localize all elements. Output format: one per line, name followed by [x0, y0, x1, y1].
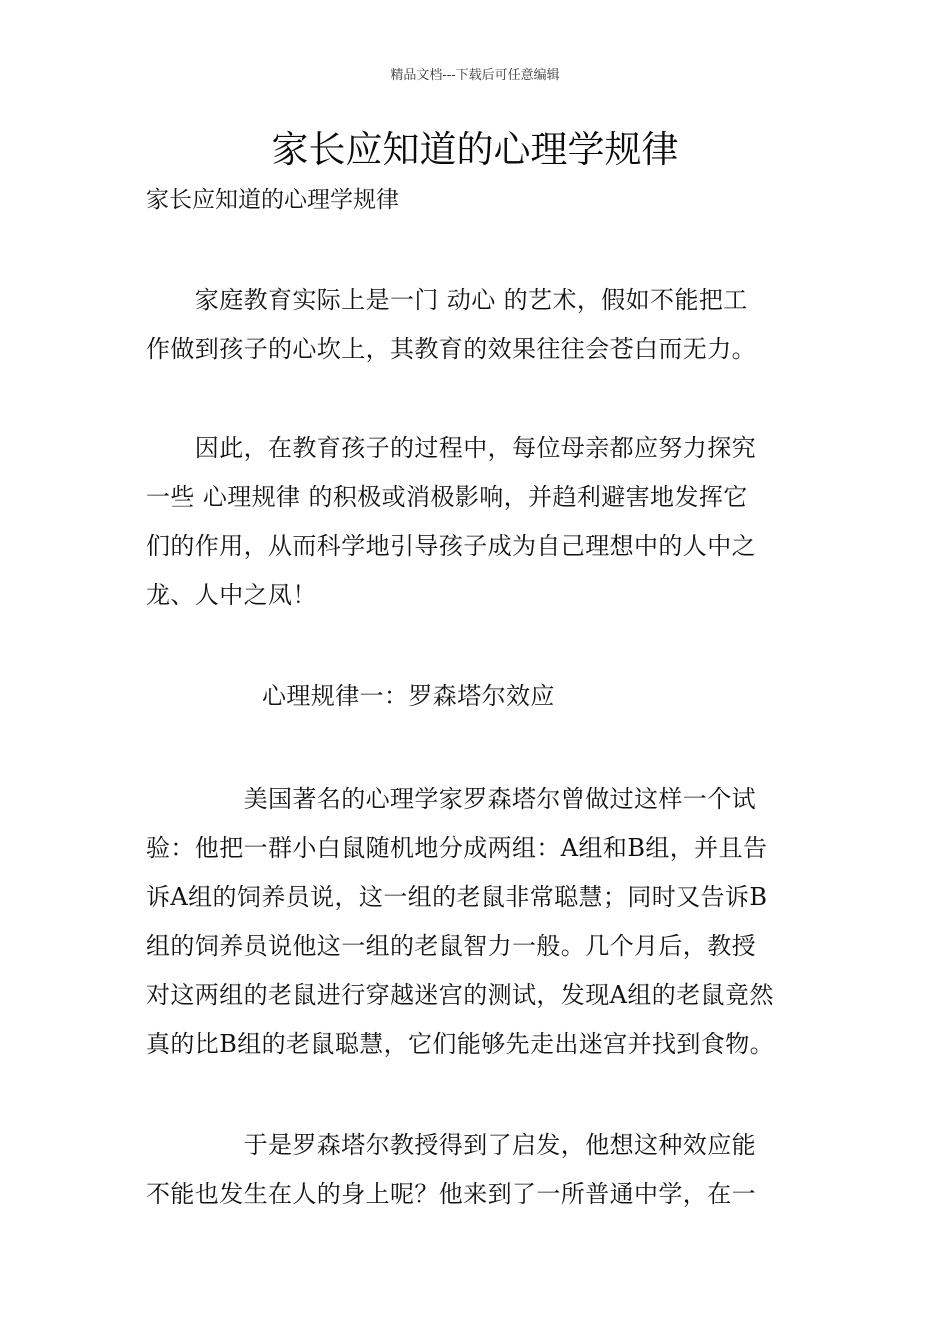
paragraph-line: 因此，在教育孩子的过程中，每位母亲都应努力探究	[146, 434, 756, 462]
paragraph-line: 们的作用，从而科学地引导孩子成为自己理想中的人中之	[146, 532, 756, 560]
paragraph-line: 一些 心理规律 的积极或消极影响，并趋利避害地发挥它	[146, 483, 748, 511]
header-watermark: 精品文档---下载后可任意编辑	[390, 68, 560, 83]
paragraph-line: 对这两组的老鼠进行穿越迷宫的测试，发现A组的老鼠竟然	[146, 981, 774, 1009]
paragraph-line: 组的饲养员说他这一组的老鼠智力一般。几个月后，教授	[146, 932, 756, 960]
paragraph-experiment	[146, 775, 808, 1069]
paragraph-inspiration	[146, 1121, 808, 1219]
paragraph-line: 不能也发生在人的身上呢？他来到了一所普通中学，在一	[146, 1180, 756, 1208]
paragraph-line: 诉A组的饲养员说，这一组的老鼠非常聪慧；同时又告诉B	[146, 883, 768, 911]
paragraph-line: 真的比B组的老鼠聪慧，它们能够先走出迷宫并找到食物。	[146, 1030, 775, 1058]
paragraph-line: 家庭教育实际上是一门 动心 的艺术，假如不能把工	[146, 286, 748, 314]
paragraph-purpose	[146, 424, 808, 620]
paragraph-line: 作做到孩子的心坎上，其教育的效果往往会苍白而无力。	[146, 335, 756, 363]
section-heading-rosenthal: 心理规律一：罗森塔尔效应	[262, 682, 555, 710]
paragraph-line: 龙、人中之凤！	[146, 581, 317, 609]
document-title: 家长应知道的心理学规律	[271, 128, 679, 171]
paragraph-line: 于是罗森塔尔教授得到了启发，他想这种效应能	[146, 1131, 756, 1159]
document-subtitle: 家长应知道的心理学规律	[146, 187, 399, 213]
paragraph-line: 验：他把一群小白鼠随机地分成两组：A组和B组，并且告	[146, 834, 768, 862]
paragraph-intro	[146, 276, 808, 374]
paragraph-line: 美国著名的心理学家罗森塔尔曾做过这样一个试	[146, 785, 756, 813]
